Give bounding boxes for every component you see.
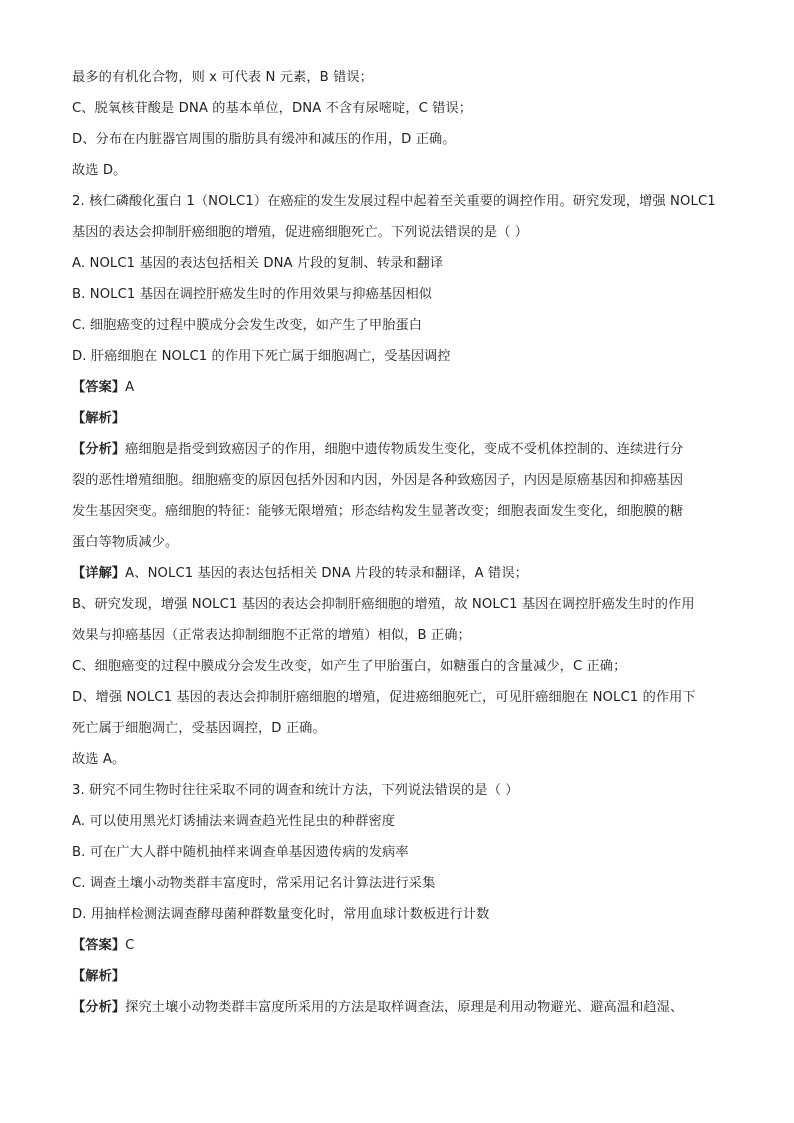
q2-xiangjie-line bbox=[72, 558, 722, 589]
q2-answer bbox=[72, 372, 722, 403]
q1-option-c-explanation: C、脱氧核苷酸是 DNA 的基本单位，DNA 不含有尿嘧啶，C 错误； bbox=[72, 101, 473, 116]
page-content bbox=[72, 62, 722, 1023]
q1-conclusion: 故选 D。 bbox=[72, 163, 127, 178]
q3-option-b: B. 可在广大人群中随机抽样来调查单基因遗传病的发病率 bbox=[72, 845, 409, 860]
q3-analysis-heading bbox=[72, 961, 722, 992]
q2-fenxi-line bbox=[72, 434, 722, 465]
q2-xiangjie-line: C、细胞癌变的过程中膜成分会发生改变，如产生了甲胎蛋白，如糖蛋白的含量减少，C 正确； bbox=[72, 659, 627, 674]
answer-value: C bbox=[125, 938, 135, 953]
answer-tag: 【答案】 bbox=[72, 380, 126, 395]
q2-xiangjie-line: D、增强 NOLC1 基因的表达会抑制肝癌细胞的增殖，促进癌细胞死亡，可见肝癌细胞在 NOLC1 的作用下 bbox=[72, 690, 696, 705]
q2-option-b: B. NOLC1 基因在调控肝癌发生时的作用效果与抑癌基因相似 bbox=[72, 287, 433, 302]
answer-tag: 【答案】 bbox=[72, 938, 126, 953]
analysis-tag: 【解析】 bbox=[72, 411, 126, 426]
q3-option-a: A. 可以使用黑光灯诱捕法来调查趋光性昆虫的种群密度 bbox=[72, 814, 396, 829]
fenxi-tag: 【分析】 bbox=[72, 1000, 126, 1015]
fenxi-text: 探究土壤小动物类群丰富度所采用的方法是取样调查法，原理是利用动物避光、避高温和趋湿、 bbox=[125, 1000, 684, 1015]
q2-fenxi-line: 蛋白等物质减少。 bbox=[72, 535, 179, 550]
fenxi-tag: 【分析】 bbox=[72, 442, 126, 457]
q2-xiangjie-line: B、研究发现，增强 NOLC1 基因的表达会抑制肝癌细胞的增殖，故 NOLC1 基因在调控肝癌发生时的作用 bbox=[72, 597, 695, 612]
q2-option-d: D. 肝癌细胞在 NOLC1 的作用下死亡属于细胞凋亡，受基因调控 bbox=[72, 349, 451, 364]
q2-fenxi-line: 裂的恶性增殖细胞。细胞癌变的原因包括外因和内因，外因是各种致癌因子，内因是原癌基因和抑癌基因 bbox=[72, 473, 684, 488]
answer-value: A bbox=[125, 380, 135, 395]
q2-fenxi-line: 发生基因突变。癌细胞的特征：能够无限增殖；形态结构发生显著改变；细胞表面发生变化，细胞膜的糖 bbox=[72, 504, 684, 519]
q3-fenxi-line bbox=[72, 992, 722, 1023]
q2-xiangjie-line: 效果与抑癌基因（正常表达抑制细胞不正常的增殖）相似，B 正确； bbox=[72, 628, 471, 643]
q3-option-c: C. 调查土壤小动物类群丰富度时，常采用记名计算法进行采集 bbox=[72, 876, 436, 891]
q2-stem-line: 2. 核仁磷酸化蛋白 1（NOLC1）在癌症的发生发展过程中起着至关重要的调控作用。研究发现，增强 NOLC1 bbox=[72, 194, 716, 209]
fenxi-text: 癌细胞是指受到致癌因子的作用，细胞中遗传物质发生变化，变成不受机体控制的、连续进行分 bbox=[125, 442, 684, 457]
q3-option-d: D. 用抽样检测法调查酵母菌种群数量变化时，常用血球计数板进行计数 bbox=[72, 907, 490, 922]
q3-answer bbox=[72, 930, 722, 961]
q2-conclusion: 故选 A。 bbox=[72, 752, 126, 767]
q2-xiangjie-line: 死亡属于细胞凋亡，受基因调控，D 正确。 bbox=[72, 721, 326, 736]
q1-option-d-explanation: D、分布在内脏器官周围的脂肪具有缓冲和减压的作用，D 正确。 bbox=[72, 132, 456, 147]
q3-stem: 3. 研究不同生物时往往采取不同的调查和统计方法，下列说法错误的是（ ） bbox=[72, 783, 519, 798]
analysis-tag: 【解析】 bbox=[72, 969, 126, 984]
q2-option-a: A. NOLC1 基因的表达包括相关 DNA 片段的复制、转录和翻译 bbox=[72, 256, 444, 271]
xiangjie-tag: 【详解】 bbox=[72, 566, 126, 581]
q1-text-line: 最多的有机化合物，则 x 可代表 N 元素，B 错误； bbox=[72, 70, 373, 85]
q2-analysis-heading bbox=[72, 403, 722, 434]
xiangjie-text: A、NOLC1 基因的表达包括相关 DNA 片段的转录和翻译，A 错误； bbox=[125, 566, 528, 581]
q2-stem-line: 基因的表达会抑制肝癌细胞的增殖，促进癌细胞死亡。下列说法错误的是（ ） bbox=[72, 225, 529, 240]
q2-option-c: C. 细胞癌变的过程中膜成分会发生改变，如产生了甲胎蛋白 bbox=[72, 318, 423, 333]
